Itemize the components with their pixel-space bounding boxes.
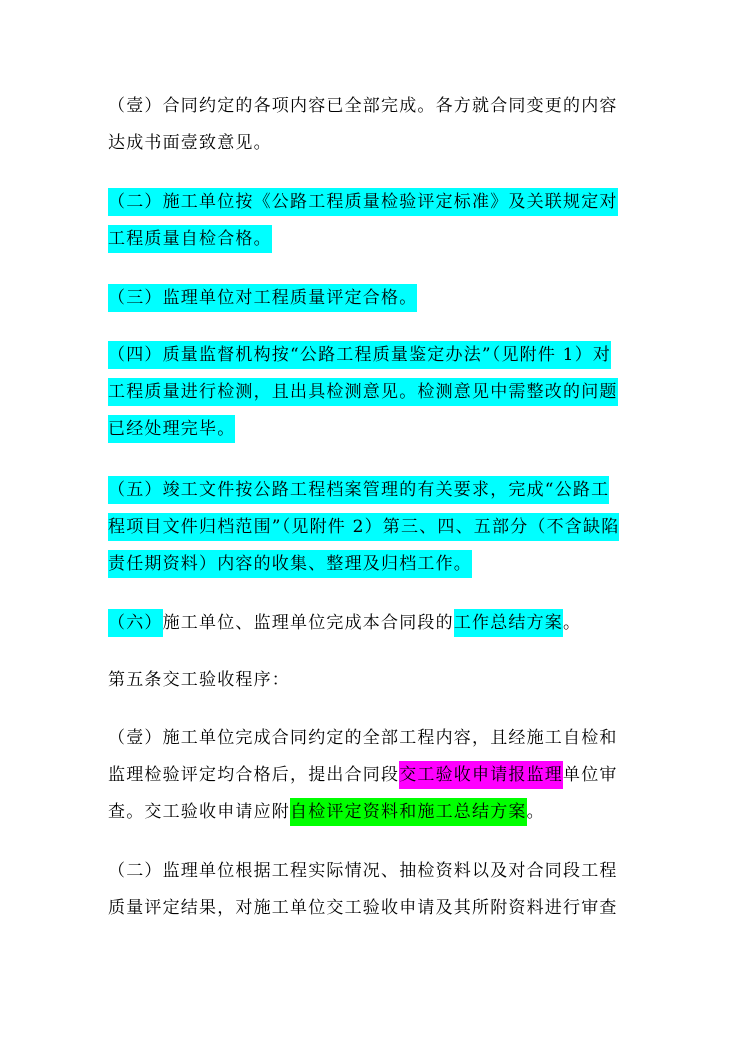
text-line: 查。交工验收申请应附自检评定资料和施工总结方案。 [108,794,638,831]
paragraph-2 [108,184,638,258]
section-heading [108,662,638,699]
text-line [108,280,638,317]
paragraph-8 [108,720,638,831]
text-line: 监理检验评定均合格后，提出合同段交工验收申请报监理单位审 [108,757,638,794]
text-line [108,509,638,546]
text-line [108,184,638,221]
text-line [108,337,638,374]
text-line: （六）施工单位、监理单位完成本合同段的工作总结方案。 [108,605,638,642]
paragraph-3 [108,280,638,317]
paragraph-6 [108,605,638,642]
paragraph-4 [108,337,638,448]
highlighted-text: 责任期资料）内容的收集、整理及归档工作。 [108,550,472,578]
highlighted-text: 工程质量进行检测，且出具检测意见。检测意见中需整改的问题 [108,378,618,406]
text-line: 第五条交工验收程序： [108,670,290,690]
highlighted-text: 工作总结方案 [454,609,563,637]
text-line [108,374,638,411]
text-line [108,221,638,258]
highlighted-text: （五）竣工文件按公路工程档案管理的有关要求，完成“公路工 [108,476,609,504]
highlighted-text: （六） [108,609,163,637]
paragraph-1 [108,88,638,162]
highlighted-text: 交工验收申请报监理 [399,761,563,789]
highlighted-text: （三）监理单位对工程质量评定合格。 [108,284,417,312]
text-line [108,411,638,448]
highlighted-text: （二）施工单位按《公路工程质量检验评定标准》及关联规定对 [108,188,618,216]
paragraph-5 [108,472,638,583]
text-line: （壹）施工单位完成合同约定的全部工程内容，且经施工自检和 [108,728,618,748]
text-line: （壹）合同约定的各项内容已全部完成。各方就合同变更的内容 [108,96,618,116]
highlighted-text: 自检评定资料和施工总结方案 [290,798,527,826]
highlighted-text: 已经处理完毕。 [108,415,235,443]
highlighted-text: 工程质量自检合格。 [108,225,272,253]
highlighted-text: 程项目文件归档范围”（见附件 2）第三、四、五部分（不含缺陷 [108,513,619,541]
text-line: 质量评定结果，对施工单位交工验收申请及其所附资料进行审查 [108,898,618,918]
highlighted-text: （四）质量监督机构按“公路工程质量鉴定办法”（见附件 1）对 [108,341,611,369]
text-line [108,472,638,509]
text-line: （二）监理单位根据工程实际情况、抽检资料以及对合同段工程 [108,861,618,881]
text-line [108,546,638,583]
paragraph-9 [108,853,638,927]
text-line: 达成书面壹致意见。 [108,133,272,153]
